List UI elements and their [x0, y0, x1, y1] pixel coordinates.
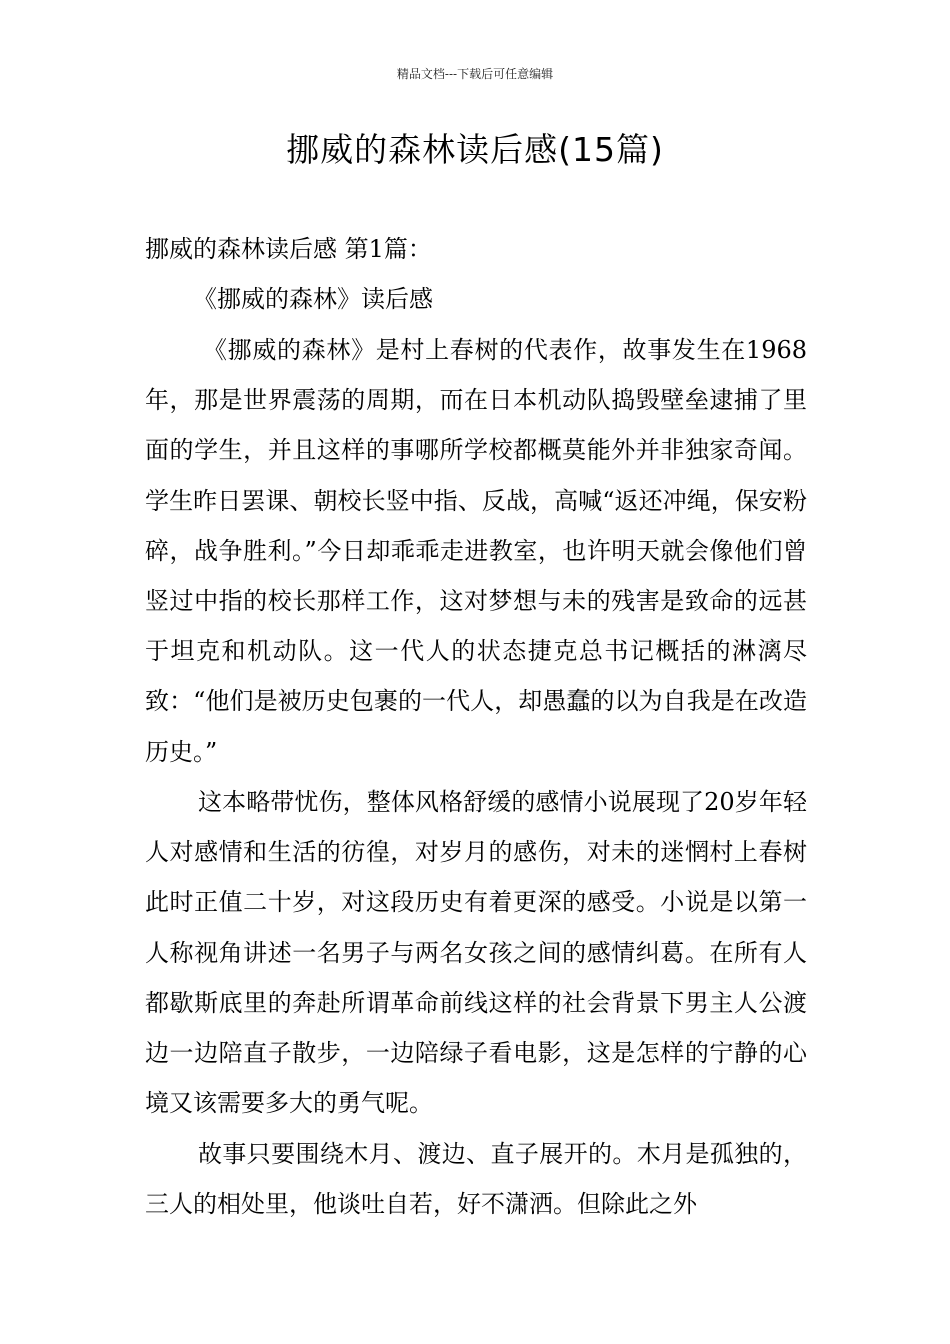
paragraph-3: 故事只要围绕木月、渡边、直子展开的。木月是孤独的，三人的相处里，他谈吐自若，好不潇洒。但除此之外 — [145, 1140, 807, 1219]
header-note: 精品文档---下载后可任意编辑 — [396, 67, 554, 81]
paragraph-1: 《挪威的森林》是村上春树的代表作，故事发生在1968年，那是世界震荡的周期，而在日本机动队捣毁壁垒逮捕了里面的学生，并且这样的事哪所学校都概莫能外并非独家奇闻。学生昨日罢课、朝校长竖中指、反战，高喊“返还冲绳，保安粉碎，战争胜利。”今日却乖乖走进教室，也许明天就会像他们曾竖过中指的校长那样工作，这对梦想与未的残害是致命的远甚于坦克和机动队。这一代人的状态捷克总书记概括的淋漓尽致：“他们是被历史包裹的一代人，却愚蠢的以为自我是在改造历史。” — [145, 336, 807, 766]
document-title: 挪威的森林读后感(15篇) — [286, 130, 664, 169]
essay-subtitle: 《挪威的森林》读后感 — [193, 285, 433, 313]
paragraph-2: 这本略带忧伤，整体风格舒缓的感情小说展现了20岁年轻人对感情和生活的彷徨，对岁月的感伤，对未的迷惘村上春树此时正值二十岁，对这段历史有着更深的感受。小说是以第一人称视角讲述一名男子与两名女孩之间的感情纠葛。在所有人都歇斯底里的奔赴所谓革命前线这样的社会背景下男主人公渡边一边陪直子散步，一边陪绿子看电影，这是怎样的宁静的心境又该需要多大的勇气呢。 — [145, 788, 807, 1118]
section-heading: 挪威的森林读后感 第1篇： — [145, 235, 432, 263]
